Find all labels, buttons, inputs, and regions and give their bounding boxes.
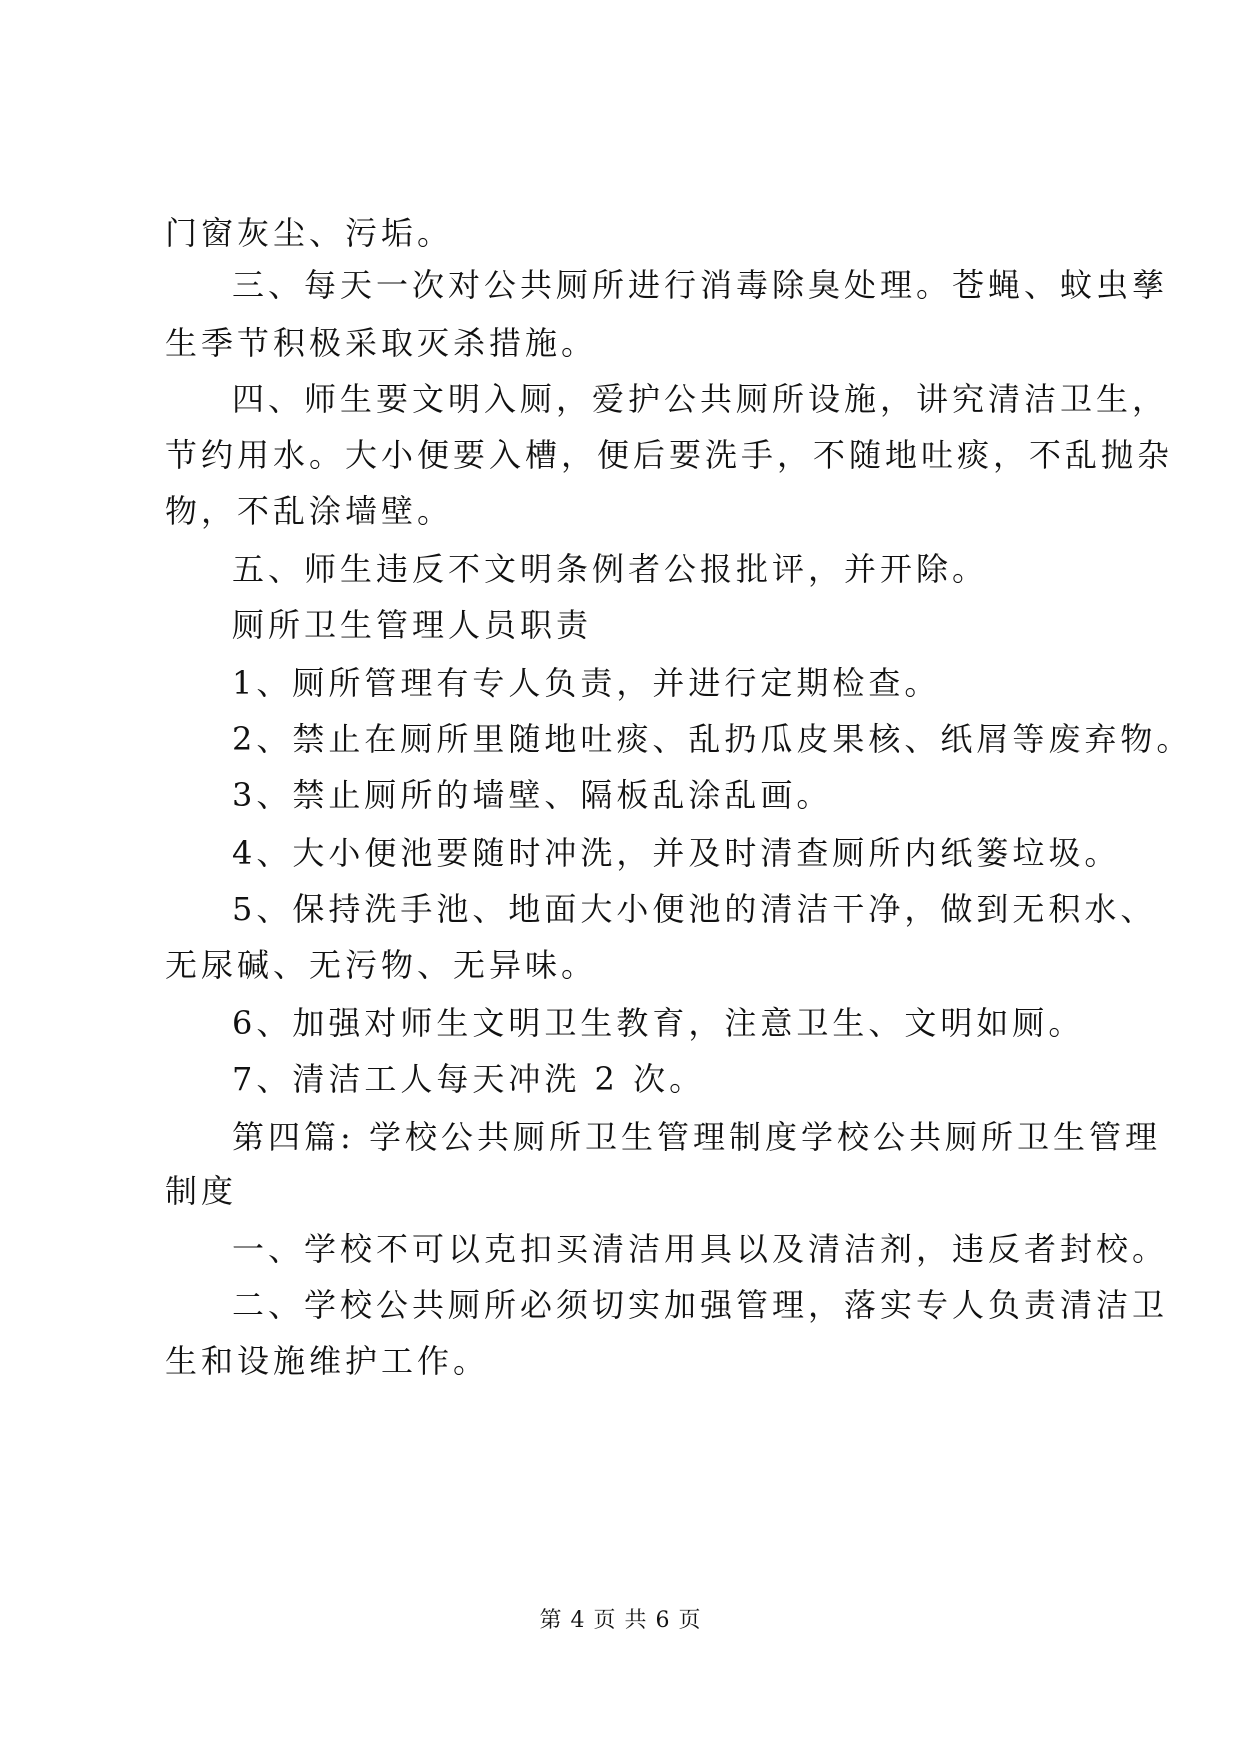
text-line: 物，不乱涂墙壁。 <box>165 492 454 530</box>
text-line: 四、师生要文明入厕，爱护公共厕所设施，讲究清洁卫生， <box>232 380 1169 418</box>
text-line: 4、大小便池要随时冲洗，并及时清查厕所内纸篓垃圾。 <box>232 834 1121 872</box>
text-line: 二、学校公共厕所必须切实加强管理，落实专人负责清洁卫 <box>232 1286 1169 1324</box>
section-heading-continued: 制度 <box>165 1172 238 1210</box>
text-line: 3、禁止厕所的墙壁、隔板乱涂乱画。 <box>232 776 833 814</box>
section-heading: 厕所卫生管理人员职责 <box>232 606 593 644</box>
text-line: 一、学校不可以克扣买清洁用具以及清洁剂，违反者封校。 <box>232 1230 1169 1268</box>
text-line: 6、加强对师生文明卫生教育，注意卫生、文明如厕。 <box>232 1004 1085 1042</box>
section-heading: 第四篇: 学校公共厕所卫生管理制度学校公共厕所卫生管理 <box>232 1118 1161 1156</box>
text-line: 三、每天一次对公共厕所进行消毒除臭处理。苍蝇、蚊虫孳 <box>232 266 1169 304</box>
text-line: 门窗灰尘、污垢。 <box>165 214 454 252</box>
text-line: 7、清洁工人每天冲洗 2 次。 <box>232 1060 706 1098</box>
text-line: 生季节积极采取灭杀措施。 <box>165 324 598 362</box>
text-line: 无尿碱、无污物、无异味。 <box>165 946 598 984</box>
text-line: 五、师生违反不文明条例者公报批评，并开除。 <box>232 550 989 588</box>
text-line: 5、保持洗手池、地面大小便池的清洁干净，做到无积水、 <box>232 890 1157 928</box>
text-line: 1、厕所管理有专人负责，并进行定期检查。 <box>232 664 941 702</box>
text-line: 生和设施维护工作。 <box>165 1342 490 1380</box>
text-line: 2、禁止在厕所里随地吐痰、乱扔瓜皮果核、纸屑等废弃物。 <box>232 720 1193 758</box>
text-line: 节约用水。大小便要入槽，便后要洗手，不随地吐痰，不乱抛杂 <box>165 436 1174 474</box>
page-footer: 第 4 页 共 6 页 <box>539 1608 702 1633</box>
